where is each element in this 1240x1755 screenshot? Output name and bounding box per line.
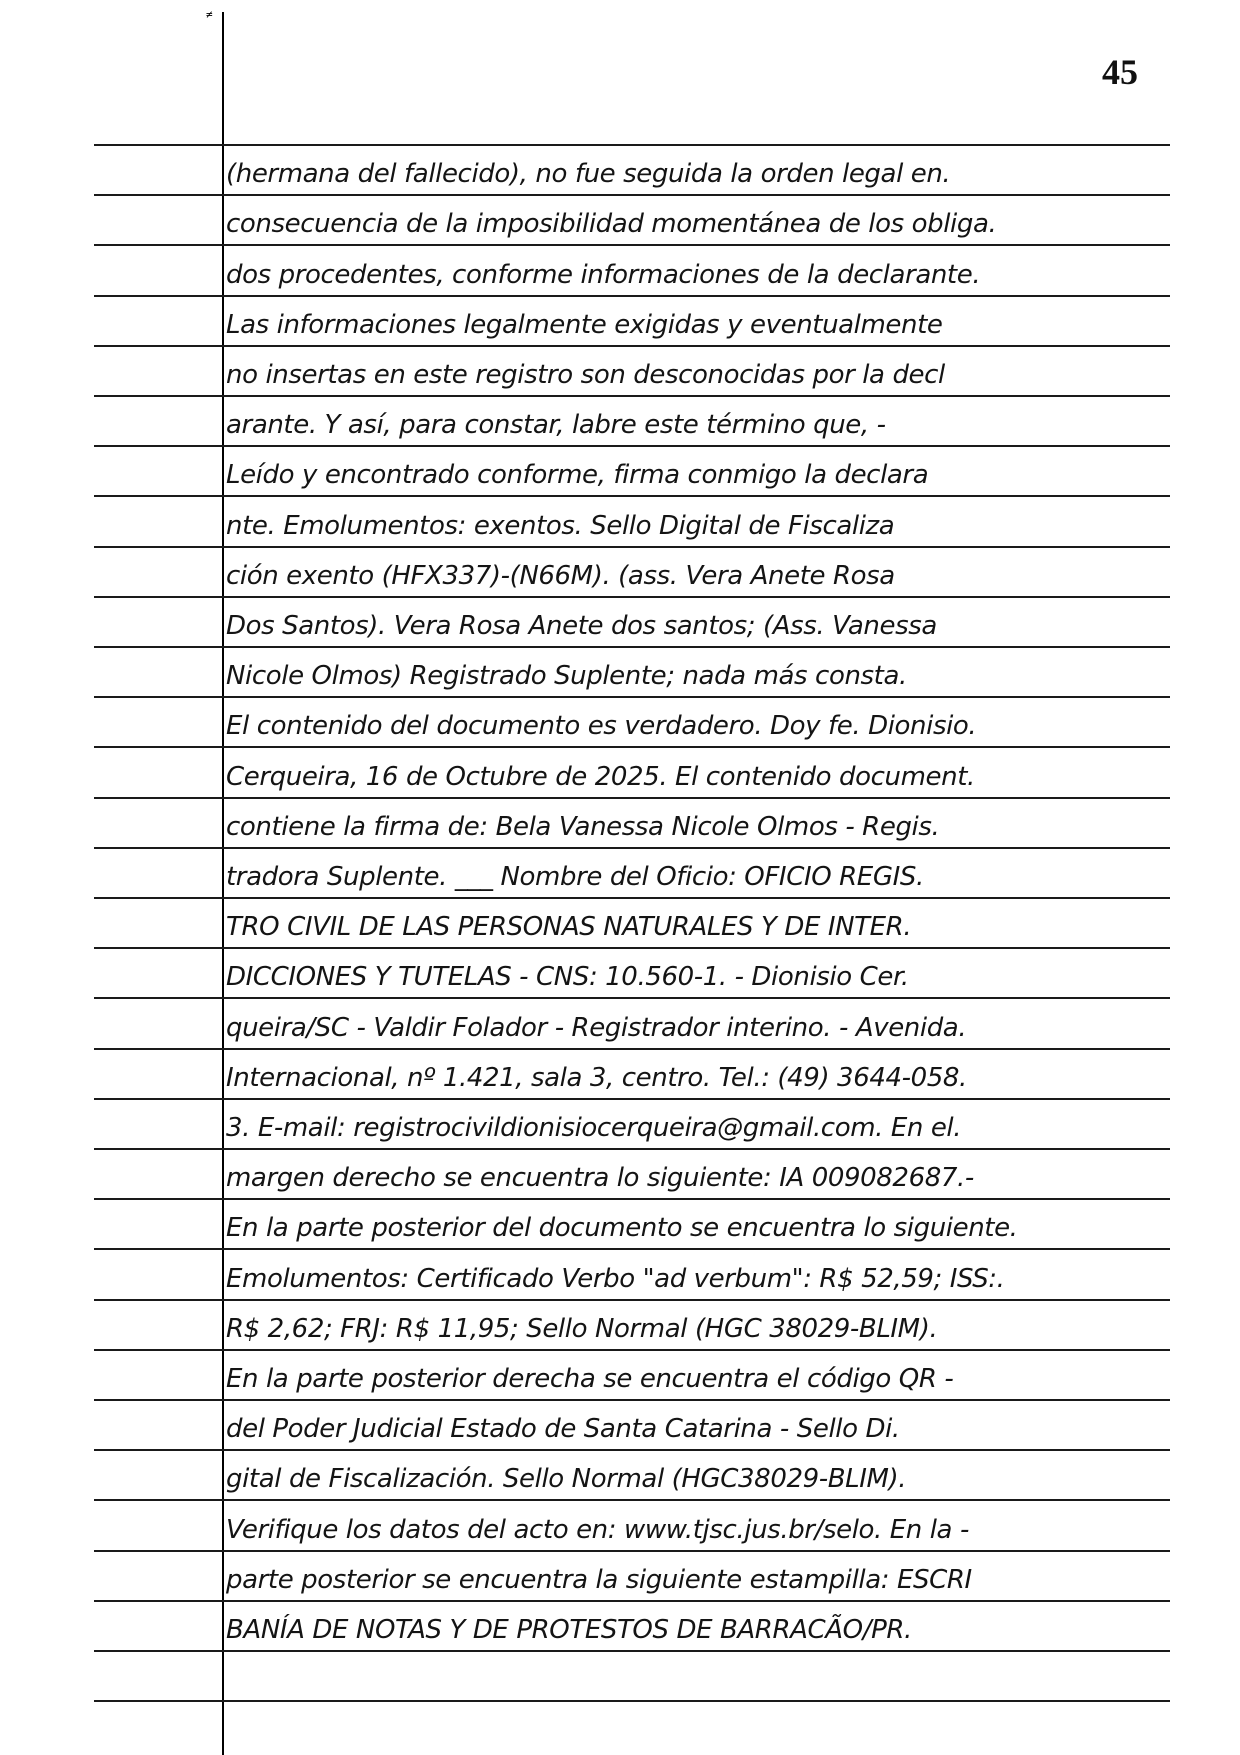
ruled-line (94, 395, 1170, 397)
ruled-line (94, 1449, 1170, 1451)
margin-tick-mark: ≠ (206, 8, 213, 21)
ruled-line (94, 1098, 1170, 1100)
handwritten-line: Dos Santos). Vera Rosa Anete dos santos; (Ass. Vanessa (226, 611, 937, 641)
ruled-line (94, 295, 1170, 297)
ruled-line (94, 1700, 1170, 1702)
ruled-line (94, 1248, 1170, 1250)
ruled-line (94, 1048, 1170, 1050)
handwritten-line: BANÍA DE NOTAS Y DE PROTESTOS DE BARRACÃO/PR. (226, 1615, 912, 1645)
ruled-line (94, 1499, 1170, 1501)
ruled-line (94, 797, 1170, 799)
handwritten-line: El contenido del documento es verdadero. Doy fe. Dionisio. (226, 711, 977, 741)
handwritten-line: dos procedentes, conforme informaciones de la declarante. (226, 260, 981, 290)
handwritten-line: R$ 2,62; FRJ: R$ 11,95; Sello Normal (HGC 38029-BLIM). (226, 1314, 938, 1344)
ruled-line (94, 1550, 1170, 1552)
ruled-line (94, 1148, 1170, 1150)
handwritten-line: Nicole Olmos) Registrado Suplente; nada más consta. (226, 661, 907, 691)
handwritten-line: gital de Fiscalización. Sello Normal (HGC38029-BLIM). (226, 1464, 907, 1494)
ruled-line (94, 445, 1170, 447)
handwritten-line: queira/SC - Valdir Folador - Registrador interino. - Avenida. (226, 1013, 967, 1043)
handwritten-line: tradora Suplente. ___ Nombre del Oficio: OFICIO REGIS. (226, 862, 924, 892)
handwritten-line: ción exento (HFX337)-(N66M). (ass. Vera Anete Rosa (226, 561, 895, 591)
handwritten-line: DICCIONES Y TUTELAS - CNS: 10.560-1. - Dionisio Cer. (226, 962, 909, 992)
ruled-line (94, 646, 1170, 648)
handwritten-line: 3. E-mail: registrocivildionisiocerqueira@gmail.com. En el. (226, 1113, 962, 1143)
ruled-line (94, 947, 1170, 949)
ruled-line (94, 847, 1170, 849)
ruled-line (94, 997, 1170, 999)
ruled-line (94, 1600, 1170, 1602)
page-number: 45 (1102, 52, 1138, 92)
handwritten-line: TRO CIVIL DE LAS PERSONAS NATURALES Y DE INTER. (226, 912, 912, 942)
handwritten-line: Internacional, nº 1.421, sala 3, centro. Tel.: (49) 3644-058. (226, 1063, 967, 1093)
handwritten-line: Emolumentos: Certificado Verbo "ad verbum": R$ 52,59; ISS:. (226, 1264, 1005, 1294)
handwritten-line: Cerqueira, 16 de Octubre de 2025. El contenido document. (226, 762, 975, 792)
ruled-line (94, 1650, 1170, 1652)
ruled-line (94, 1299, 1170, 1301)
ruled-line (94, 345, 1170, 347)
ruled-line (94, 897, 1170, 899)
ruled-line (94, 1198, 1170, 1200)
handwritten-line: En la parte posterior del documento se encuentra lo siguiente. (226, 1213, 1018, 1243)
handwritten-line: del Poder Judicial Estado de Santa Catarina - Sello Di. (226, 1414, 900, 1444)
ruled-line (94, 244, 1170, 246)
handwritten-line: En la parte posterior derecha se encuentra el código QR - (226, 1364, 954, 1394)
ruled-line (94, 596, 1170, 598)
handwritten-line: margen derecho se encuentra lo siguiente: IA 009082687.- (226, 1163, 974, 1193)
ruled-line (94, 194, 1170, 196)
handwritten-line: (hermana del fallecido), no fue seguida la orden legal en. (226, 159, 951, 189)
handwritten-line: consecuencia de la imposibilidad momentánea de los obliga. (226, 209, 997, 239)
handwritten-line: no insertas en este registro son desconocidas por la decl (226, 360, 945, 390)
ruled-line (94, 746, 1170, 748)
handwritten-line: Las informaciones legalmente exigidas y eventualmente (226, 310, 943, 340)
handwritten-line: Verifique los datos del acto en: www.tjsc.jus.br/selo. En la - (226, 1515, 969, 1545)
ruled-line (94, 696, 1170, 698)
ruled-line (94, 546, 1170, 548)
ruled-line (94, 495, 1170, 497)
handwritten-line: arante. Y así, para constar, labre este término que, - (226, 410, 886, 440)
ruled-line (94, 1349, 1170, 1351)
handwritten-line: nte. Emolumentos: exentos. Sello Digital de Fiscaliza (226, 511, 895, 541)
handwritten-line: contiene la firma de: Bela Vanessa Nicole Olmos - Regis. (226, 812, 940, 842)
ruled-line (94, 144, 1170, 146)
ruled-line (94, 1399, 1170, 1401)
handwritten-line: parte posterior se encuentra la siguiente estampilla: ESCRI (226, 1565, 972, 1595)
handwritten-line: Leído y encontrado conforme, firma conmigo la declara (226, 460, 929, 490)
